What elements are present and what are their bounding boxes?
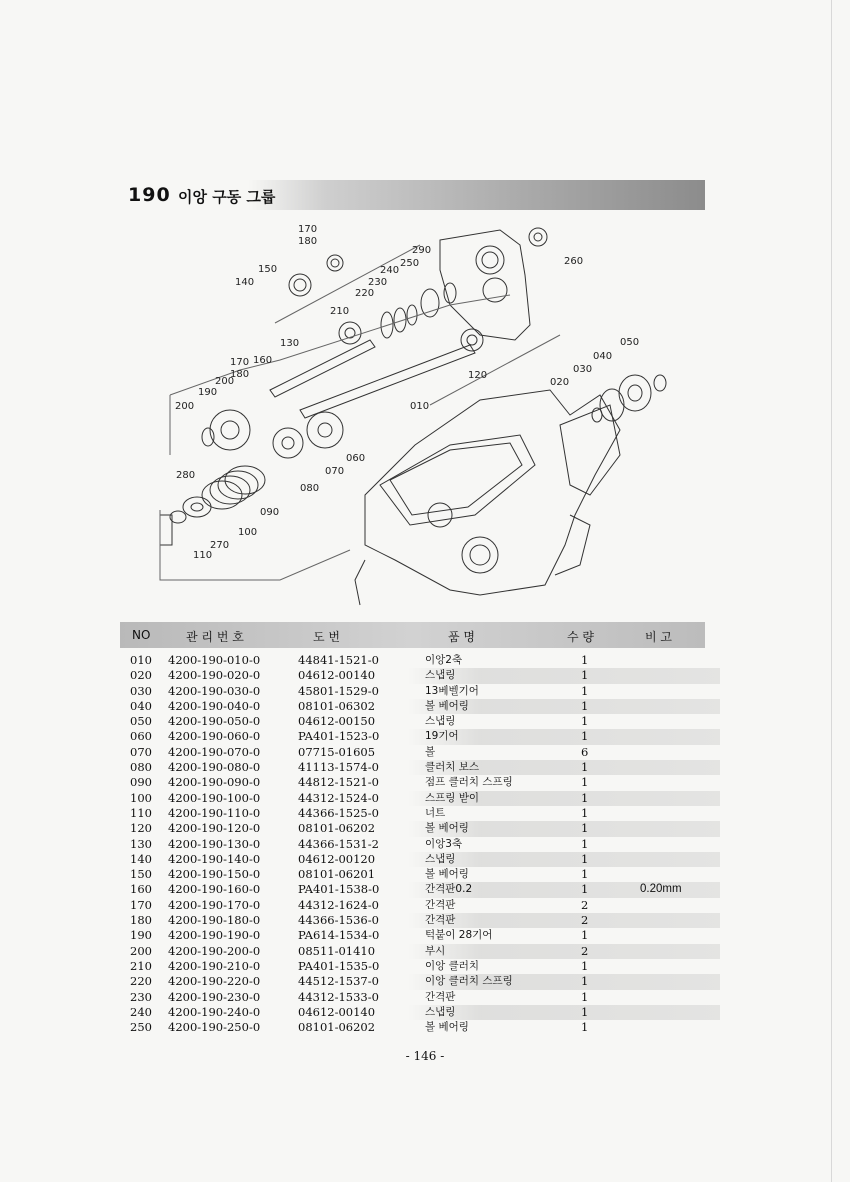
callout-label: 250 — [400, 258, 420, 269]
table-row — [120, 867, 720, 882]
row-remark: 0.20mm — [640, 883, 682, 896]
row-drawing-no: 07715-01605 — [298, 744, 376, 759]
row-qty: 1 — [581, 851, 589, 866]
callout-label: 120 — [468, 370, 488, 381]
row-mgmt-no: 4200-190-080-0 — [168, 760, 261, 775]
table-row — [120, 837, 720, 852]
row-mgmt-no: 4200-190-170-0 — [168, 897, 261, 912]
table-row — [120, 928, 720, 943]
row-mgmt-no: 4200-190-150-0 — [168, 867, 261, 882]
row-drawing-no: PA401-1538-0 — [298, 882, 380, 897]
row-part-name: 클러치 보스 — [425, 761, 480, 774]
table-row — [120, 745, 720, 760]
row-qty: 1 — [581, 790, 589, 805]
callout-label: 260 — [564, 256, 584, 267]
row-part-name: 이앙2축 — [425, 654, 463, 666]
table-row — [120, 806, 720, 821]
row-part-name: 볼 — [425, 745, 436, 758]
row-drawing-no: 04612-00150 — [298, 714, 376, 729]
row-no: 210 — [130, 958, 152, 973]
row-qty: 1 — [581, 989, 589, 1004]
row-mgmt-no: 4200-190-230-0 — [168, 989, 261, 1004]
diagram-callouts — [175, 224, 639, 561]
callout-label: 100 — [238, 527, 258, 538]
row-mgmt-no: 4200-190-090-0 — [168, 775, 261, 790]
callout-label: 050 — [620, 337, 640, 348]
callout-label: 290 — [412, 245, 432, 256]
table-row — [120, 699, 720, 714]
row-no: 090 — [130, 775, 152, 790]
table-row — [120, 775, 720, 790]
row-qty: 1 — [581, 836, 589, 851]
table-row — [120, 729, 720, 744]
table-row — [120, 944, 720, 959]
callout-label: 030 — [573, 364, 593, 375]
row-no: 100 — [130, 790, 152, 805]
row-qty: 1 — [581, 867, 589, 882]
row-qty: 2 — [581, 913, 589, 928]
row-mgmt-no: 4200-190-120-0 — [168, 821, 261, 836]
callout-label: 020 — [550, 377, 570, 388]
row-no: 020 — [130, 668, 152, 683]
row-part-name: 스냅링 — [425, 852, 456, 865]
col-mgmt-no: 관 리 번 호 — [186, 630, 244, 644]
row-qty: 1 — [581, 974, 589, 989]
table-row — [120, 653, 720, 668]
row-qty: 1 — [581, 882, 589, 897]
row-no: 150 — [130, 867, 152, 882]
row-drawing-no: 44812-1521-0 — [298, 775, 379, 790]
row-no: 070 — [130, 744, 152, 759]
row-mgmt-no: 4200-190-160-0 — [168, 882, 261, 897]
row-no: 160 — [130, 882, 152, 897]
row-drawing-no: 44366-1531-2 — [298, 836, 379, 851]
row-part-name: 이앙3축 — [425, 837, 463, 850]
section-number: 190 — [128, 184, 171, 206]
callout-label: 070 — [325, 466, 345, 477]
row-drawing-no: 41113-1574-0 — [298, 760, 379, 775]
row-part-name: 스냅링 — [425, 1005, 456, 1018]
row-qty: 1 — [581, 653, 589, 667]
row-qty: 1 — [581, 958, 589, 973]
row-qty: 1 — [581, 775, 589, 790]
callout-label: 130 — [280, 338, 300, 349]
row-drawing-no: PA401-1535-0 — [298, 958, 380, 973]
row-no: 010 — [130, 653, 152, 667]
callout-label: 210 — [330, 306, 350, 317]
row-qty: 1 — [581, 805, 589, 820]
col-remark: 비 고 — [645, 630, 672, 644]
callout-label: 150 — [258, 264, 278, 275]
row-qty: 1 — [581, 821, 589, 836]
row-part-name: 스냅링 — [425, 669, 456, 682]
row-drawing-no: 44512-1537-0 — [298, 974, 379, 989]
callout-label: 110 — [193, 550, 213, 561]
col-drawing-no: 도 번 — [313, 630, 340, 644]
table-row — [120, 1005, 720, 1020]
row-no: 190 — [130, 928, 152, 943]
row-mgmt-no: 4200-190-250-0 — [168, 1020, 261, 1035]
row-drawing-no: 44841-1521-0 — [298, 653, 379, 667]
row-no: 180 — [130, 913, 152, 928]
row-drawing-no: 04612-00140 — [298, 1004, 376, 1019]
row-no: 200 — [130, 943, 152, 958]
table-row — [120, 959, 720, 974]
row-qty: 1 — [581, 683, 589, 698]
row-mgmt-no: 4200-190-040-0 — [168, 698, 261, 713]
row-drawing-no: 08101-06202 — [298, 821, 376, 836]
table-row — [120, 974, 720, 989]
row-mgmt-no: 4200-190-180-0 — [168, 913, 261, 928]
row-qty: 2 — [581, 943, 589, 958]
col-part-name: 품 명 — [448, 630, 475, 644]
table-row — [120, 791, 720, 806]
table-row — [120, 821, 720, 836]
row-no: 170 — [130, 897, 152, 912]
row-mgmt-no: 4200-190-060-0 — [168, 729, 261, 744]
row-mgmt-no: 4200-190-010-0 — [168, 653, 261, 667]
row-qty: 1 — [581, 760, 589, 775]
row-no: 080 — [130, 760, 152, 775]
row-drawing-no: 08101-06202 — [298, 1020, 376, 1035]
callout-label: 270 — [210, 540, 230, 551]
row-part-name: 간격판 — [425, 990, 456, 1003]
row-drawing-no: 08101-06201 — [298, 867, 376, 882]
row-part-name: 턱붙이 28기어 — [425, 929, 493, 942]
row-mgmt-no: 4200-190-240-0 — [168, 1004, 261, 1019]
row-qty: 1 — [581, 1004, 589, 1019]
row-mgmt-no: 4200-190-020-0 — [168, 668, 261, 683]
callout-label: 080 — [300, 483, 320, 494]
table-row — [120, 852, 720, 867]
row-mgmt-no: 4200-190-140-0 — [168, 851, 261, 866]
row-part-name: 스프링 받이 — [425, 791, 480, 804]
row-part-name: 볼 베어링 — [425, 868, 469, 881]
callout-label: 180 — [298, 236, 318, 247]
callout-label: 170 — [230, 357, 250, 368]
row-no: 230 — [130, 989, 152, 1004]
row-no: 060 — [130, 729, 152, 744]
row-no: 140 — [130, 851, 152, 866]
row-part-name: 이앙 클러치 스프링 — [425, 975, 513, 988]
row-no: 220 — [130, 974, 152, 989]
callout-label: 230 — [368, 277, 388, 288]
callout-label: 060 — [346, 453, 366, 464]
row-drawing-no: 04612-00120 — [298, 851, 376, 866]
row-qty: 1 — [581, 668, 589, 683]
row-part-name: 19기어 — [425, 730, 459, 743]
row-no: 050 — [130, 714, 152, 729]
section-title: 이앙 구동 그룹 — [178, 188, 276, 206]
row-part-name: 볼 베어링 — [425, 822, 469, 835]
row-mgmt-no: 4200-190-210-0 — [168, 958, 261, 973]
row-mgmt-no: 4200-190-130-0 — [168, 836, 261, 851]
row-drawing-no: 08511-01410 — [298, 943, 376, 958]
row-drawing-no: 08101-06302 — [298, 698, 376, 713]
table-row — [120, 898, 720, 913]
row-drawing-no: PA401-1523-0 — [298, 729, 380, 744]
row-mgmt-no: 4200-190-100-0 — [168, 790, 261, 805]
row-no: 130 — [130, 836, 152, 851]
row-part-name: 간격판0.2 — [425, 883, 473, 896]
row-drawing-no: 45801-1529-0 — [298, 683, 379, 698]
table-row — [120, 882, 720, 897]
row-no: 030 — [130, 683, 152, 698]
parts-table-body — [120, 653, 720, 1035]
col-no: NO — [132, 628, 151, 642]
page-number: - 146 - — [405, 1049, 445, 1063]
row-qty: 1 — [581, 698, 589, 713]
table-row — [120, 714, 720, 729]
row-qty: 1 — [581, 714, 589, 729]
row-no: 110 — [130, 805, 152, 820]
row-qty: 1 — [581, 729, 589, 744]
row-no: 250 — [130, 1020, 152, 1035]
page-edge — [831, 0, 832, 1182]
row-drawing-no: 44312-1624-0 — [298, 897, 379, 912]
row-mgmt-no: 4200-190-070-0 — [168, 744, 261, 759]
callout-label: 200 — [215, 376, 235, 387]
callout-label: 010 — [410, 401, 430, 412]
row-mgmt-no: 4200-190-190-0 — [168, 928, 261, 943]
row-part-name: 볼 베어링 — [425, 699, 469, 712]
row-mgmt-no: 4200-190-110-0 — [168, 805, 261, 820]
row-drawing-no: 04612-00140 — [298, 668, 376, 683]
row-qty: 6 — [581, 744, 589, 759]
row-part-name: 부시 — [425, 944, 446, 957]
row-mgmt-no: 4200-190-220-0 — [168, 974, 261, 989]
callout-label: 160 — [253, 355, 273, 366]
exploded-parts-diagram — [150, 215, 710, 610]
row-part-name: 13베벨기어 — [425, 684, 479, 697]
callout-label: 170 — [298, 224, 318, 235]
callout-label: 280 — [176, 470, 196, 481]
row-drawing-no: 44366-1525-0 — [298, 805, 379, 820]
callout-label: 200 — [175, 401, 195, 412]
row-mgmt-no: 4200-190-030-0 — [168, 683, 261, 698]
row-no: 240 — [130, 1004, 152, 1019]
row-qty: 2 — [581, 897, 589, 912]
row-part-name: 너트 — [425, 806, 446, 819]
row-drawing-no: 44366-1536-0 — [298, 913, 379, 928]
row-mgmt-no: 4200-190-050-0 — [168, 714, 261, 729]
table-row — [120, 913, 720, 928]
row-part-name: 간격판 — [425, 914, 456, 927]
callout-label: 040 — [593, 351, 613, 362]
parts-table-header — [120, 622, 705, 648]
row-part-name: 볼 베어링 — [425, 1021, 469, 1034]
callout-label: 140 — [235, 277, 255, 288]
callout-label: 180 — [230, 369, 250, 380]
table-row — [120, 760, 720, 775]
row-part-name: 점프 클러치 스프링 — [425, 776, 513, 789]
table-row — [120, 1020, 720, 1035]
col-qty: 수 량 — [567, 630, 594, 644]
callout-label: 240 — [380, 265, 400, 276]
row-drawing-no: 44312-1524-0 — [298, 790, 379, 805]
callout-label: 220 — [355, 288, 375, 299]
row-part-name: 스냅링 — [425, 715, 456, 728]
row-part-name: 이앙 클러치 — [425, 959, 480, 972]
row-no: 040 — [130, 698, 152, 713]
row-drawing-no: 44312-1533-0 — [298, 989, 379, 1004]
row-no: 120 — [130, 821, 152, 836]
row-drawing-no: PA614-1534-0 — [298, 928, 380, 943]
callout-label: 190 — [198, 387, 218, 398]
row-mgmt-no: 4200-190-200-0 — [168, 943, 261, 958]
callout-label: 090 — [260, 507, 280, 518]
row-part-name: 간격판 — [425, 898, 456, 911]
table-row — [120, 668, 720, 683]
table-row — [120, 990, 720, 1005]
table-row — [120, 684, 720, 699]
row-qty: 1 — [581, 928, 589, 943]
row-qty: 1 — [581, 1020, 589, 1035]
